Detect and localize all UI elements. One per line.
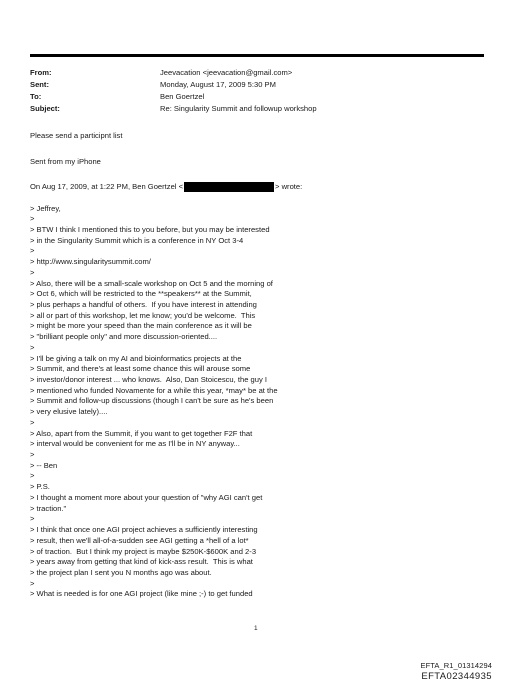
quote-line: > bbox=[30, 417, 35, 427]
quote-line: > traction." bbox=[30, 503, 67, 513]
quote-line: > might be more your speed than the main conference as it will be bbox=[30, 321, 252, 331]
wrote-suffix: > wrote: bbox=[275, 182, 303, 191]
sent-value: Monday, August 17, 2009 5:30 PM bbox=[160, 80, 276, 89]
quote-line: > bbox=[30, 471, 35, 481]
sent-row bbox=[30, 79, 490, 91]
quote-line: > -- Ben bbox=[30, 460, 58, 470]
quote-line: > Also, there will be a small-scale workshop on Oct 5 and the morning of bbox=[30, 278, 273, 288]
quote-line: > Oct 6, which will be restricted to the **speakers** at the Summit, bbox=[30, 289, 252, 299]
from-row bbox=[30, 67, 490, 79]
quote-line: > plus perhaps a handful of others. If you have interest in attending bbox=[30, 299, 257, 309]
quote-line: > result, then we'll all-of-a-sudden see AGI getting a *hell of a lot* bbox=[30, 535, 249, 545]
footer-doc-id-small: EFTA_R1_01314294 bbox=[420, 661, 492, 670]
quote-line: > mentioned who funded Novamente for a while this year, *may* be at the bbox=[30, 385, 278, 395]
footer-doc-id-large: EFTA02344935 bbox=[421, 671, 492, 682]
email-body bbox=[30, 131, 490, 600]
to-row bbox=[30, 91, 490, 103]
quote-line: > interval would be convenient for me as I'll be in NY anyway... bbox=[30, 439, 240, 449]
quote-line: > http://www.singularitysummit.com/ bbox=[30, 257, 151, 267]
quote-line: > BTW I think I mentioned this to you before, but you may be interested bbox=[30, 224, 270, 234]
quote-line: > I think that once one AGI project achieves a sufficiently interesting bbox=[30, 525, 258, 535]
quote-line: > bbox=[30, 342, 35, 352]
quote-line: > very elusive lately).... bbox=[30, 407, 108, 417]
quote-line: > I'll be giving a talk on my AI and bioinformatics projects at the bbox=[30, 353, 242, 363]
body-line-signature: Sent from my iPhone bbox=[30, 156, 101, 166]
quote-line: > all or part of this workshop, let me know; you'd be welcome. This bbox=[30, 310, 256, 320]
quote-line: > What is needed is for one AGI project (like mine ;-) to get funded bbox=[30, 589, 253, 599]
quote-line: > of traction. But I think my project is maybe $250K-$600K and 2-3 bbox=[30, 546, 257, 556]
from-label: From: bbox=[30, 68, 52, 77]
quote-line: > Jeffrey, bbox=[30, 203, 61, 213]
quote-line: > bbox=[30, 214, 35, 224]
quoted-message bbox=[30, 204, 490, 601]
wrote-line bbox=[30, 182, 490, 193]
page-number: 1 bbox=[254, 625, 258, 632]
to-label: To: bbox=[30, 92, 42, 101]
quote-line: > bbox=[30, 450, 35, 460]
email-header bbox=[30, 67, 490, 115]
wrote-prefix: On Aug 17, 2009, at 1:22 PM, Ben Goertzel < bbox=[30, 182, 184, 191]
quote-line: > I thought a moment more about your question of "why AGI can't get bbox=[30, 492, 263, 502]
quote-line: > the project plan I sent you N months ago was about. bbox=[30, 567, 212, 577]
quote-line: > "brilliant people only" and more discussion-oriented.... bbox=[30, 332, 218, 342]
from-value: Jeevacation <jeevacation@gmail.com> bbox=[160, 68, 293, 77]
quote-line: > in the Singularity Summit which is a conference in NY Oct 3-4 bbox=[30, 235, 244, 245]
subject-value: Re: Singularity Summit and followup workshop bbox=[160, 104, 317, 113]
quote-line: > years away from getting that kind of kick-ass result. This is what bbox=[30, 557, 253, 567]
quote-line: > P.S. bbox=[30, 482, 50, 492]
subject-row bbox=[30, 103, 490, 115]
quote-line: > Summit, and there's at least some chance this will arouse some bbox=[30, 364, 251, 374]
body-line-request: Please send a participnt list bbox=[30, 131, 123, 140]
redaction-box bbox=[184, 182, 274, 192]
sent-label: Sent: bbox=[30, 80, 49, 89]
subject-label: Subject: bbox=[30, 104, 60, 113]
header-rule bbox=[30, 54, 484, 57]
quote-line: > bbox=[30, 246, 35, 256]
quote-line: > Summit and follow-up discussions (though I can't be sure as he's been bbox=[30, 396, 274, 406]
to-value: Ben Goertzel bbox=[160, 92, 205, 101]
quote-line: > investor/donor interest ... who knows. Also, Dan Stoicescu, the guy I bbox=[30, 375, 268, 384]
quote-line: > bbox=[30, 578, 35, 588]
quote-line: > bbox=[30, 514, 35, 524]
quote-line: > Also, apart from the Summit, if you want to get together F2F that bbox=[30, 428, 253, 438]
quote-line: > bbox=[30, 267, 35, 277]
